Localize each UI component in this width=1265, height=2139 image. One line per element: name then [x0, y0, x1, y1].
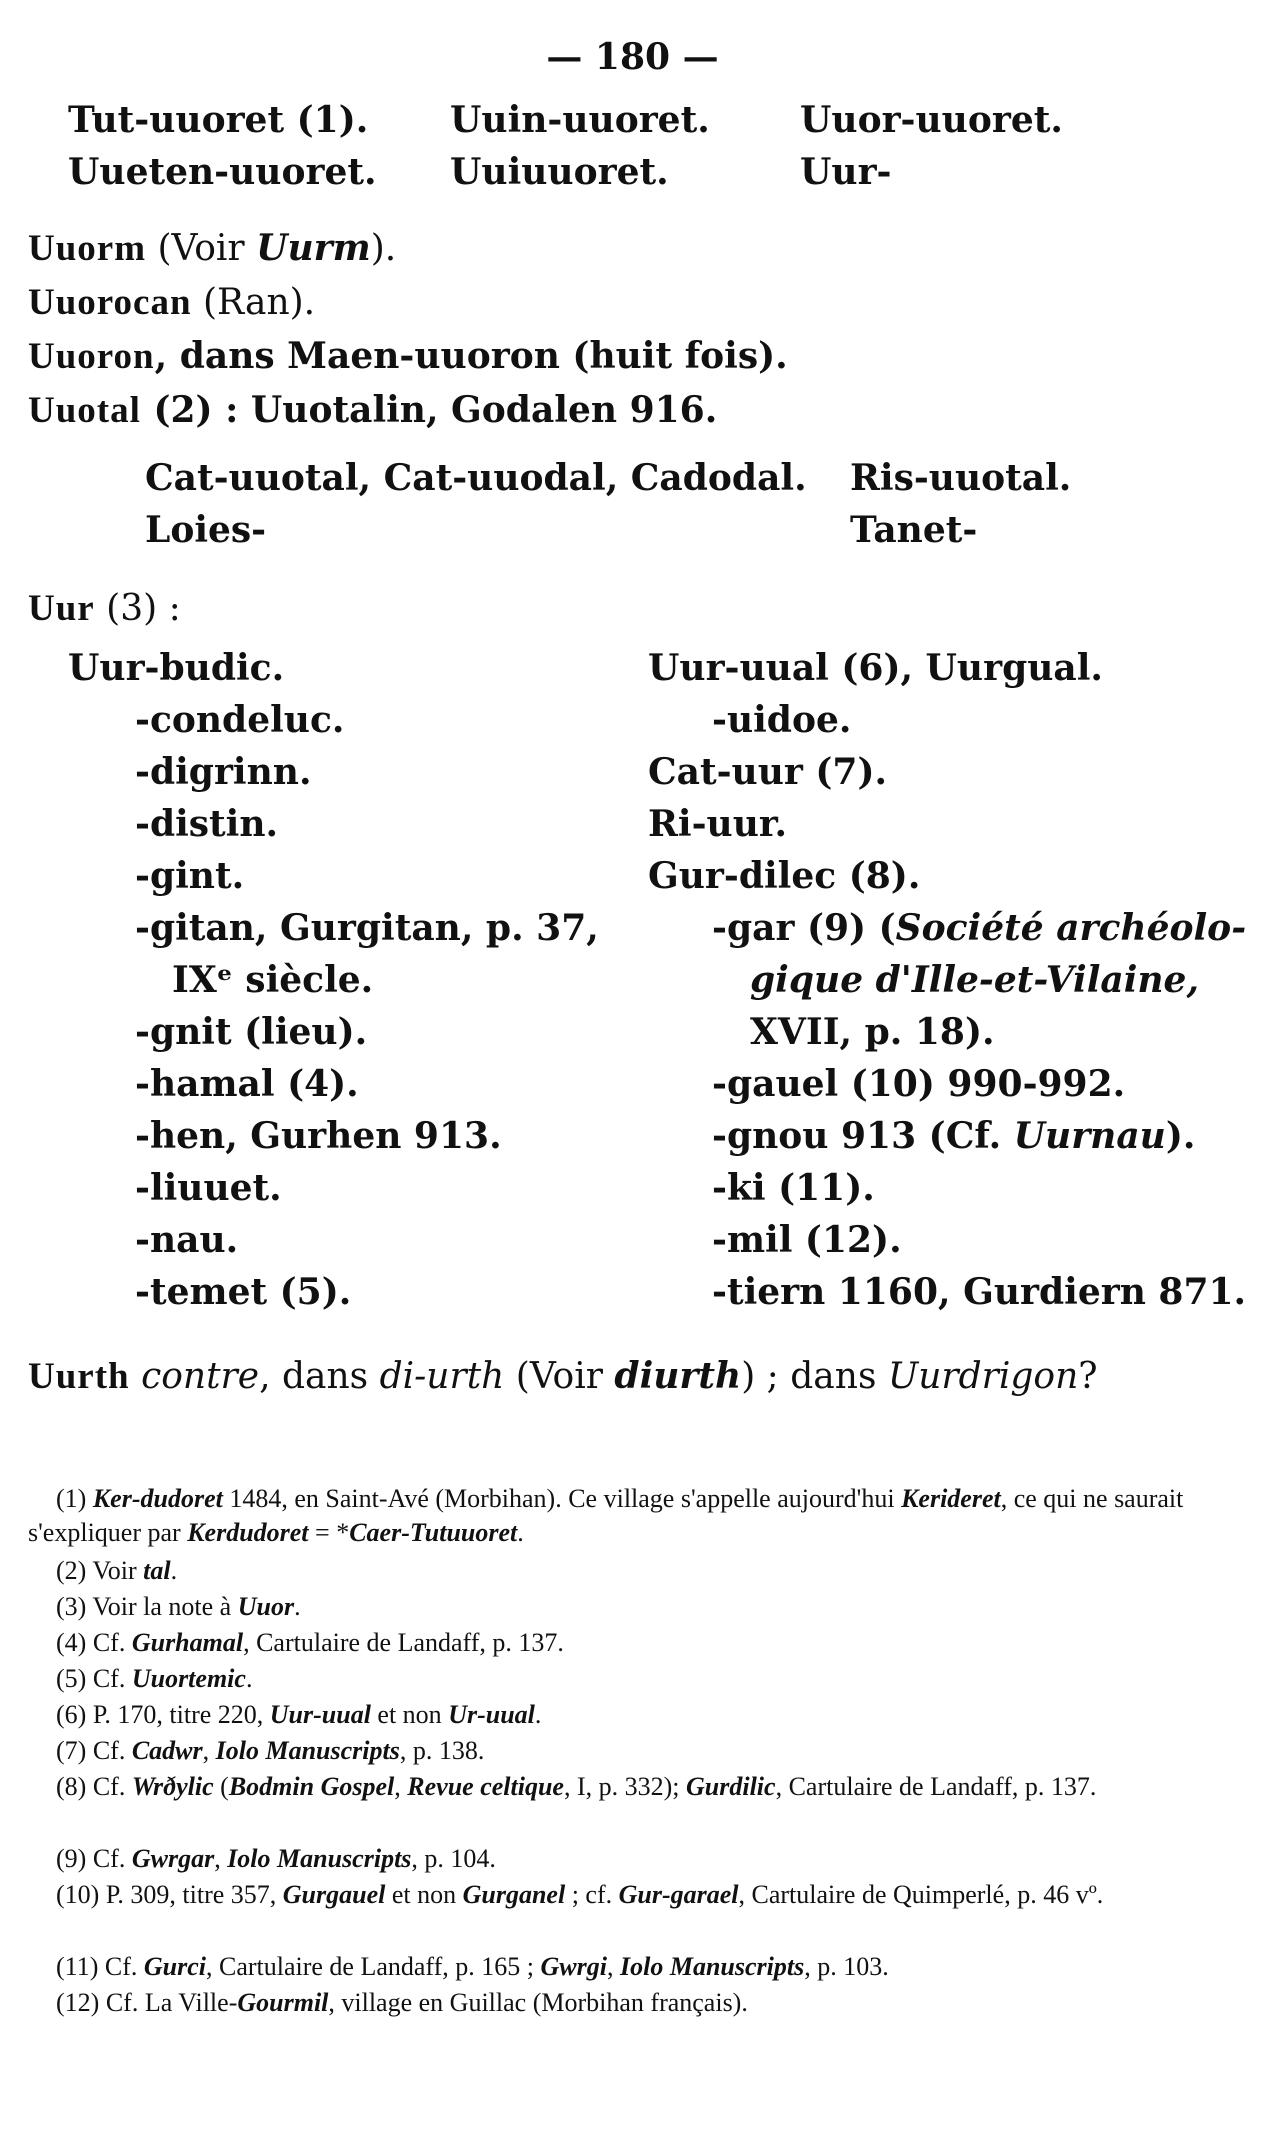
uur-right-item: -gauel (10) 990-992. — [712, 1063, 1126, 1105]
uur-right-item: gique d'Ille-et-Vilaine, — [750, 959, 1199, 1001]
footnote-7 — [56, 1734, 1265, 1768]
uur-left-item: -temet (5). — [135, 1271, 352, 1313]
uur-right-item: -tiern 1160, Gurdiern 871. — [712, 1271, 1247, 1313]
entry-uuotal — [28, 390, 717, 433]
uur-right-item: -uidoe. — [712, 699, 852, 741]
fn-text: , I, p. 332); — [563, 1772, 686, 1801]
uur-right-item: -mil (12). — [712, 1219, 902, 1261]
fn-text: , Cartulaire de Quimperlé, p. 46 vº. — [738, 1880, 1104, 1909]
fn-text: , Cartulaire de Landaff, p. 137. — [243, 1628, 564, 1657]
footnote-1 — [28, 1482, 1238, 1550]
fn-ref: Gurhamal — [131, 1628, 244, 1657]
entry-ref: Société archéolo- — [895, 907, 1247, 949]
headword: Uuorm — [28, 228, 147, 269]
fn-text: . — [517, 1517, 524, 1547]
entry-text: ) ; dans — [741, 1356, 888, 1397]
entry-uuoron — [28, 336, 788, 379]
uur-left-item: -gitan, Gurgitan, p. 37, — [135, 907, 599, 949]
uur-left-item: -hamal (4). — [135, 1063, 359, 1105]
fn-ref: Gourmil — [237, 1988, 329, 2017]
entry-text: -gar (9) ( — [712, 907, 896, 949]
entry-uuorocan — [28, 282, 315, 325]
entry-text: -gnou 913 (Cf. — [712, 1115, 1014, 1157]
fn-ref: Uuor — [237, 1592, 295, 1621]
fn-ref: Kerideret — [901, 1484, 1001, 1513]
fn-text: (6) P. 170, titre 220, — [56, 1700, 270, 1729]
fn-text: (1) — [56, 1484, 93, 1513]
fn-ref: tal — [143, 1556, 171, 1585]
fn-ref: Revue celtique — [407, 1772, 564, 1801]
uuotal-compound: Loies- — [145, 509, 267, 551]
fn-text: (3) Voir la note à — [56, 1592, 238, 1621]
entry-uur — [28, 588, 181, 631]
fn-text: (11) Cf. — [56, 1952, 144, 1981]
footnote-6 — [56, 1698, 1265, 1732]
uur-left-item: -nau. — [135, 1219, 239, 1261]
fn-text: . — [294, 1592, 301, 1621]
fn-text: , Cartulaire de Landaff, p. 137. — [775, 1772, 1097, 1801]
fn-ref: Gurgauel — [282, 1880, 386, 1909]
uur-right-item — [712, 908, 1246, 949]
headword: Uuotal — [28, 390, 141, 431]
entry-text: (Voir — [146, 228, 257, 269]
fn-text: (10) P. 309, titre 357, — [56, 1880, 283, 1909]
fn-ref: Bodmin Gospel — [228, 1772, 395, 1801]
entry-text: ). — [370, 228, 397, 269]
fn-text: , Cartulaire de Landaff, p. 165 ; — [205, 1952, 541, 1981]
footnote-8 — [28, 1770, 1238, 1804]
top-table-cell: Uur- — [800, 151, 892, 193]
uur-left-item: -gnit (lieu). — [135, 1011, 368, 1053]
fn-text: 1484, en Saint-Avé (Morbihan). Ce village s'appelle aujourd'hui — [222, 1484, 902, 1513]
headword: Uur — [28, 588, 95, 629]
fn-text: , — [202, 1736, 216, 1765]
entry-text: ). — [1165, 1115, 1196, 1157]
fn-ref: Gurci — [143, 1952, 206, 1981]
uur-left-item: -distin. — [135, 803, 279, 845]
fn-text: , p. 138. — [399, 1736, 485, 1765]
fn-ref: Cadwr — [131, 1736, 203, 1765]
fn-ref: Iolo Manuscripts — [227, 1844, 412, 1873]
entry-text: ? — [1078, 1356, 1098, 1397]
entry-ref: di-urth — [379, 1356, 505, 1397]
fn-text: , ce qui ne saurait s'expliquer par — [28, 1484, 1184, 1547]
fn-text: = * — [308, 1517, 350, 1547]
fn-ref: Gwrgar — [131, 1844, 215, 1873]
fn-ref: Wrðylic — [131, 1772, 214, 1801]
uur-right-item — [712, 1116, 1195, 1157]
footnote-12 — [56, 1986, 1265, 2020]
fn-ref: Iolo Manuscripts — [215, 1736, 400, 1765]
top-table-cell: Tut-uuoret (1). — [68, 99, 369, 141]
footnote-10 — [28, 1878, 1238, 1912]
fn-text: . — [245, 1664, 253, 1693]
fn-ref: Caer-Tutuuoret — [349, 1517, 518, 1547]
fn-text: , p. 103. — [804, 1952, 889, 1981]
footnote-2 — [56, 1554, 1265, 1588]
uur-left-item: -condeluc. — [135, 699, 345, 741]
fn-text: , — [394, 1772, 408, 1801]
uur-right-item: XVII, p. 18). — [750, 1011, 995, 1053]
entry-uuorm — [28, 228, 396, 271]
fn-text: (4) Cf. — [56, 1628, 132, 1657]
fn-text: (9) Cf. — [56, 1844, 132, 1873]
fn-ref: Uur-uual — [269, 1700, 371, 1729]
entry-ref: Uurnau — [1013, 1115, 1166, 1157]
top-table-cell: Uueten-uuoret. — [68, 151, 377, 193]
fn-ref: Gur-garael — [618, 1880, 739, 1909]
fn-text: . — [170, 1556, 178, 1585]
entry-text: contre — [129, 1356, 260, 1397]
headword: Uuorocan — [28, 282, 192, 323]
fn-ref: Ur-uual — [448, 1700, 535, 1729]
footnote-4 — [56, 1626, 1265, 1660]
top-table-cell: Uuiuuoret. — [450, 151, 669, 193]
uur-right-item: Cat-uur (7). — [648, 751, 888, 793]
fn-text: (8) Cf. — [56, 1772, 132, 1801]
fn-ref: Iolo Manuscripts — [619, 1952, 805, 1981]
fn-text: ; cf. — [565, 1880, 619, 1909]
entry-text: (Voir — [504, 1356, 615, 1397]
entry-text: , dans Maen-uuoron (huit fois). — [154, 335, 788, 377]
fn-ref: Gurganel — [462, 1880, 566, 1909]
headword: Uuoron — [28, 336, 155, 377]
entry-text: (3) : — [94, 588, 181, 629]
fn-text: (7) Cf. — [56, 1736, 132, 1765]
uur-left-item: IXᵉ siècle. — [172, 959, 374, 1001]
fn-ref: Kerdudoret — [187, 1517, 309, 1547]
footnote-9 — [56, 1842, 1265, 1876]
fn-ref: Gurdilic — [686, 1772, 776, 1801]
fn-ref: Uuortemic — [131, 1664, 246, 1693]
uur-left-item: -hen, Gurhen 913. — [135, 1115, 502, 1157]
entry-text: (2) : Uuotalin, Godalen 916. — [140, 389, 718, 431]
uuotal-compound: Ris-uuotal. — [850, 457, 1072, 499]
uur-right-item: Ri-uur. — [648, 803, 788, 845]
fn-text: , p. 104. — [411, 1844, 496, 1873]
top-table-cell: Uuin-uuoret. — [450, 99, 710, 141]
fn-text: et non — [370, 1700, 449, 1729]
uur-right-item: Uur-uual (6), Uurgual. — [648, 647, 1103, 689]
entry-text: (Ran). — [191, 282, 316, 323]
entry-ref: diurth — [614, 1355, 742, 1397]
headword: Uurth — [28, 1356, 130, 1397]
fn-text: (12) Cf. La Ville- — [56, 1988, 238, 2017]
uuotal-compound: Cat-uuotal, Cat-uuodal, Cadodal. — [145, 457, 807, 499]
uur-right-item: Gur-dilec (8). — [648, 855, 921, 897]
footnote-3 — [56, 1590, 1265, 1624]
footnote-11 — [56, 1950, 1265, 1984]
uur-right-item: -ki (11). — [712, 1167, 875, 1209]
uur-left-item: Uur-budic. — [68, 647, 285, 689]
page-number: — 180 — — [546, 36, 719, 78]
entry-uurth — [28, 1356, 1098, 1399]
uur-left-item: -digrinn. — [135, 751, 312, 793]
fn-text: . — [534, 1700, 542, 1729]
fn-text: ( — [213, 1772, 229, 1801]
fn-text: et non — [385, 1880, 463, 1909]
top-table-cell: Uuor-uuoret. — [800, 99, 1063, 141]
uur-left-item: -gint. — [135, 855, 245, 897]
fn-text: (2) Voir — [56, 1556, 144, 1585]
uur-left-item: -liuuet. — [135, 1167, 282, 1209]
entry-text: , dans — [259, 1356, 380, 1397]
uuotal-compound: Tanet- — [850, 509, 978, 551]
fn-text: , — [214, 1844, 228, 1873]
fn-ref: Gwrgi — [540, 1952, 607, 1981]
fn-text: , village en Guillac (Morbihan français). — [328, 1988, 748, 2017]
entry-ref: Uurm — [256, 227, 371, 269]
fn-ref: Ker-dudoret — [92, 1484, 223, 1513]
fn-text: , — [606, 1952, 620, 1981]
footnote-5 — [56, 1662, 1265, 1696]
fn-text: (5) Cf. — [56, 1664, 132, 1693]
entry-ref: Uurdrigon — [887, 1356, 1079, 1397]
